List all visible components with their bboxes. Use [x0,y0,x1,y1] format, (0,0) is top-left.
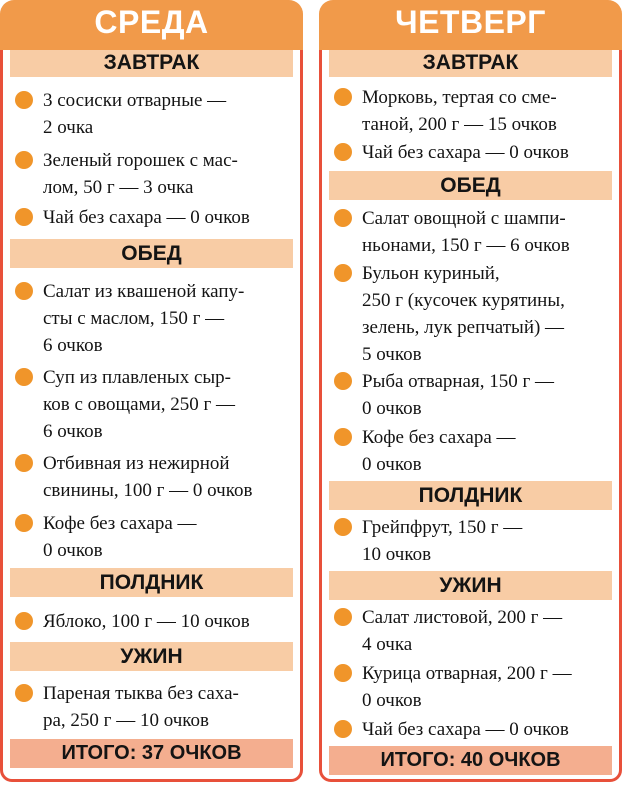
menu-item-line: зелень, лук репчатый) — [362,317,565,338]
section-title-dinner: УЖИН [329,571,612,600]
menu-item-text [362,514,614,568]
orange-bullet-icon [15,454,33,472]
menu-item-line: Салат листовой, 200 г — [362,607,563,628]
menu-item-line: 250 г (кусочек курятины, [362,290,565,311]
menu-item-text [362,139,614,166]
orange-bullet-icon [15,514,33,532]
orange-bullet-icon [334,88,352,106]
menu-item-line: Яблоко, 100 г — 10 очков [43,611,250,632]
menu-item-line: 0 очков [362,398,422,419]
menu-item-line: Рыба отварная, 150 г — [362,371,555,392]
menu-item-line: Салат овощной с шампи- [362,208,566,229]
menu-item-line: 0 очков [43,540,103,561]
menu-item-line: Чай без сахара — 0 очков [43,207,250,228]
menu-item-line: 3 сосиски отварные — [43,90,227,111]
orange-bullet-icon [15,282,33,300]
orange-bullet-icon [15,612,33,630]
menu-item-line: Салат из квашеной капу- [43,281,245,302]
day-panel [319,38,622,782]
orange-bullet-icon [15,368,33,386]
day-header: СРЕДА [0,0,303,50]
menu-item-line: 2 очка [43,117,94,138]
menu-item-line: Чай без сахара — 0 очков [362,719,569,740]
menu-item-line: 5 очков [362,344,422,365]
menu-item-text [362,604,614,658]
menu-item-line: Пареная тыква без саха- [43,683,239,704]
menu-item-line: Зеленый горошек с мас- [43,150,238,171]
menu-item-text [43,450,295,504]
menu-item-line: Грейпфрут, 150 г — [362,517,523,538]
menu-item-line: ков с овощами, 250 г — [43,394,236,415]
menu-item-line: Курица отварная, 200 г — [362,663,572,684]
menu-item-text [362,84,614,138]
menu-item-line: 10 очков [362,544,432,565]
menu-item-line: Бульон куриный, [362,263,500,284]
menu-item-text [43,510,295,564]
orange-bullet-icon [334,664,352,682]
menu-item-line: Кофе без сахара — [362,427,516,448]
menu-item-text [362,716,614,743]
menu-item-line: Чай без сахара — 0 очков [362,142,569,163]
section-title-breakfast: ЗАВТРАК [10,48,293,77]
section-title-dinner: УЖИН [10,642,293,671]
menu-item-text [43,680,295,734]
menu-item-text [362,368,614,422]
section-title-lunch: ОБЕД [329,171,612,200]
orange-bullet-icon [15,91,33,109]
menu-item-line: Морковь, тертая со сме- [362,87,557,108]
menu-item-line: лом, 50 г — 3 очка [43,177,194,198]
orange-bullet-icon [334,518,352,536]
menu-item-line: 4 очка [362,634,413,655]
day-panel [0,38,303,782]
orange-bullet-icon [334,264,352,282]
menu-item-text [43,278,295,359]
menu-item-line: свинины, 100 г — 0 очков [43,480,253,501]
menu-item-text [43,147,295,201]
menu-item-line: 0 очков [362,454,422,475]
orange-bullet-icon [15,208,33,226]
orange-bullet-icon [334,720,352,738]
orange-bullet-icon [334,143,352,161]
menu-item-text [362,205,614,259]
menu-item-text [362,424,614,478]
menu-item-line: Отбивная из нежирной [43,453,230,474]
menu-item-line: Суп из плавленых сыр- [43,367,231,388]
menu-item-line: Кофе без сахара — [43,513,197,534]
section-title-breakfast: ЗАВТРАК [329,48,612,77]
menu-item-line: таной, 200 г — 15 очков [362,114,557,135]
total-points: ИТОГО: 37 ОЧКОВ [10,739,293,768]
section-title-lunch: ОБЕД [10,239,293,268]
orange-bullet-icon [15,684,33,702]
orange-bullet-icon [15,151,33,169]
orange-bullet-icon [334,209,352,227]
menu-item-text [43,608,295,635]
orange-bullet-icon [334,428,352,446]
menu-item-line: 0 очков [362,690,422,711]
menu-item-line: ньонами, 150 г — 6 очков [362,235,570,256]
section-title-snack: ПОЛДНИК [10,568,293,597]
menu-item-line: сты с маслом, 150 г — [43,308,225,329]
menu-item-text [43,204,295,231]
orange-bullet-icon [334,608,352,626]
menu-item-text [362,260,614,368]
menu-item-line: 6 очков [43,335,103,356]
total-points: ИТОГО: 40 ОЧКОВ [329,746,612,775]
day-header: ЧЕТВЕРГ [319,0,622,50]
menu-item-line: 6 очков [43,421,103,442]
menu-item-text [362,660,614,714]
menu-item-text [43,364,295,445]
menu-item-line: ра, 250 г — 10 очков [43,710,210,731]
menu-item-text [43,87,295,141]
orange-bullet-icon [334,372,352,390]
section-title-snack: ПОЛДНИК [329,481,612,510]
